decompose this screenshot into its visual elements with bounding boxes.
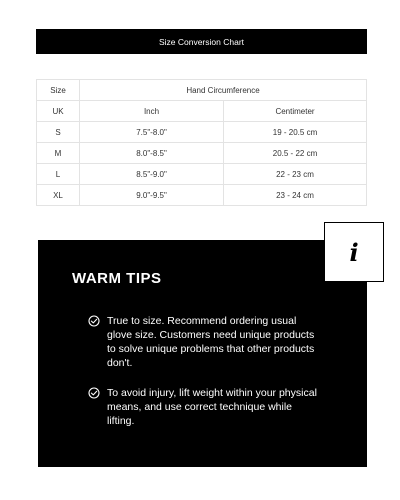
row-cm: 20.5 - 22 cm — [224, 143, 367, 164]
row-size: XL — [37, 185, 80, 206]
row-inch: 7.5"-8.0" — [80, 122, 224, 143]
units-inch: Inch — [80, 101, 224, 122]
row-cm: 23 - 24 cm — [224, 185, 367, 206]
table-units-row — [37, 101, 367, 122]
row-cm: 19 - 20.5 cm — [224, 122, 367, 143]
table-header-row — [37, 80, 367, 101]
size-conversion-table — [36, 79, 367, 206]
row-inch: 9.0"-9.5" — [80, 185, 224, 206]
size-chart-title-bar — [36, 29, 367, 54]
header-size: Size — [37, 80, 80, 101]
warm-tips-title: WARM TIPS — [72, 270, 162, 287]
table-row — [37, 185, 367, 206]
table-row — [37, 122, 367, 143]
tip-item — [88, 314, 318, 370]
row-size: L — [37, 164, 80, 185]
tip-text: To avoid injury, lift weight within your physical means, and use correct technique while lifting. — [107, 387, 317, 427]
units-region: UK — [37, 101, 80, 122]
header-hand-circumference: Hand Circumference — [80, 80, 367, 101]
row-inch: 8.5"-9.0" — [80, 164, 224, 185]
table-row — [37, 164, 367, 185]
check-circle-icon — [88, 387, 100, 399]
row-size: M — [37, 143, 80, 164]
row-cm: 22 - 23 cm — [224, 164, 367, 185]
tip-item — [88, 386, 318, 428]
size-chart-title: Size Conversion Chart — [158, 36, 245, 47]
table-row — [37, 143, 367, 164]
units-centimeter: Centimeter — [224, 101, 367, 122]
row-inch: 8.0"-8.5" — [80, 143, 224, 164]
info-icon: i — [349, 237, 359, 267]
check-circle-icon — [88, 315, 100, 327]
info-box — [324, 222, 384, 282]
tip-text: True to size. Recommend ordering usual glove size. Customers need unique products to solve unique problems that other products don't. — [107, 315, 315, 369]
row-size: S — [37, 122, 80, 143]
warm-tips-panel — [38, 237, 367, 467]
